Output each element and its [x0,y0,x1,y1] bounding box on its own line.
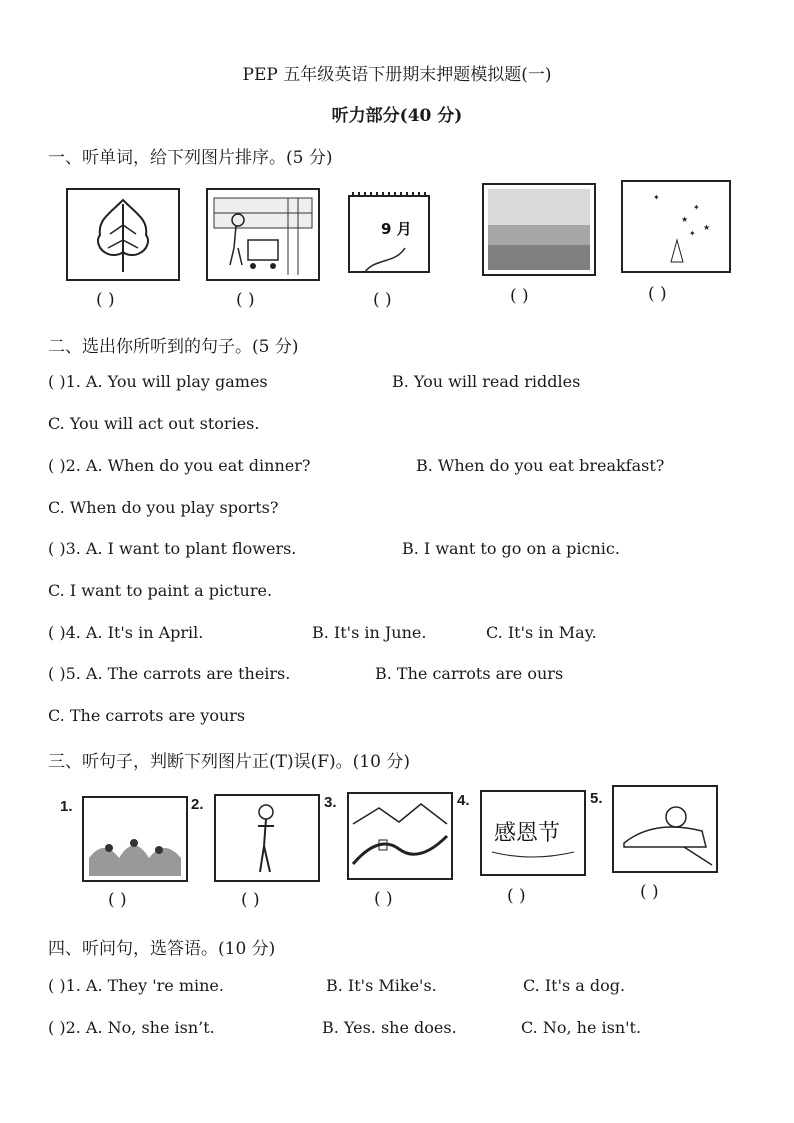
picture-number-2: 2. [191,796,204,813]
question-4-option-b: B. It's in June. [312,623,427,642]
picture-old-man [214,794,320,882]
question-2-option-a: ( )2. A. When do you eat dinner? [48,456,311,475]
sign-text: 感恩节 [494,821,561,846]
svg-text:✦: ✦ [653,193,660,202]
picture-calendar [345,188,435,278]
answer-blank-1[interactable]: ( ) [96,290,115,310]
section-3-heading: 三、听句子，判断下列图片正(T)误(F)。(10 分) [48,752,410,772]
night-sky-icon [623,182,729,271]
picture-leaf [66,188,180,281]
thanksgiving-sign-icon [482,792,584,874]
leaf-icon [68,190,178,279]
section-1-heading: 一、听单词，给下列图片排序。(5 分) [48,148,333,168]
page-subtitle: 听力部分(40 分) [331,106,463,126]
question-5-option-a: ( )5. A. The carrots are theirs. [48,664,291,683]
picture-great-wall [347,792,453,880]
question-4-option-a: ( )4. A. It's in April. [48,623,204,642]
picture-number-3: 3. [324,794,337,811]
question-2-option-b: B. When do you eat breakfast? [416,456,665,475]
question-3-option-b: B. I want to go on a picnic. [402,539,620,558]
flowers-icon [84,798,186,880]
tf-blank-2[interactable]: ( ) [241,890,260,910]
question-3-option-c: C. I want to paint a picture. [48,581,273,600]
page-title: PEP 五年级英语下册期末押题模拟题(一) [242,65,552,85]
shopping-cart-icon [208,190,318,279]
svg-text:★: ★ [681,215,689,224]
question-5-option-b: B. The carrots are ours [375,664,564,683]
answer-1-option-b: B. It's Mike's. [326,976,437,995]
picture-night-sky [621,180,731,273]
picture-number-5: 5. [590,790,603,807]
answer-blank-5[interactable]: ( ) [648,284,667,304]
question-1-option-a: ( )1. A. You will play games [48,372,268,391]
calendar-text: 9 月 [381,220,412,238]
svg-text:★: ★ [703,223,711,232]
question-2-option-c: C. When do you play sports? [48,498,279,517]
picture-flowers [82,796,188,882]
answer-1-option-c: C. It's a dog. [523,976,626,995]
tf-blank-3[interactable]: ( ) [374,889,393,909]
question-1-option-c: C. You will act out stories. [48,414,260,433]
section-2-heading: 二、选出你所听到的句子。(5 分) [48,337,299,357]
great-wall-icon [349,794,451,878]
sleeping-child-icon [614,787,716,871]
picture-number-1: 1. [60,798,73,815]
field-icon [484,185,594,274]
question-5-option-c: C. The carrots are yours [48,706,246,725]
section-4-heading: 四、听问句，选答语。(10 分) [48,939,276,959]
answer-2-option-a: ( )2. A. No, she isn’t. [48,1018,215,1037]
question-4-option-c: C. It's in May. [486,623,597,642]
tf-blank-1[interactable]: ( ) [108,890,127,910]
answer-blank-4[interactable]: ( ) [510,286,529,306]
calendar-icon [345,188,435,278]
answer-2-option-b: B. Yes. she does. [322,1018,457,1037]
answer-blank-2[interactable]: ( ) [236,290,255,310]
picture-number-4: 4. [457,792,470,809]
svg-text:✦: ✦ [693,203,700,212]
tf-blank-5[interactable]: ( ) [640,882,659,902]
tf-blank-4[interactable]: ( ) [507,886,526,906]
picture-field [482,183,596,276]
answer-2-option-c: C. No, he isn't. [521,1018,642,1037]
question-1-option-b: B. You will read riddles [392,372,581,391]
old-man-icon [216,796,318,880]
picture-shopping [206,188,320,281]
picture-thanksgiving-sign [480,790,586,876]
answer-1-option-a: ( )1. A. They 're mine. [48,976,224,995]
picture-sleeping-child [612,785,718,873]
answer-blank-3[interactable]: ( ) [373,290,392,310]
question-3-option-a: ( )3. A. I want to plant flowers. [48,539,297,558]
svg-text:✦: ✦ [689,229,696,238]
